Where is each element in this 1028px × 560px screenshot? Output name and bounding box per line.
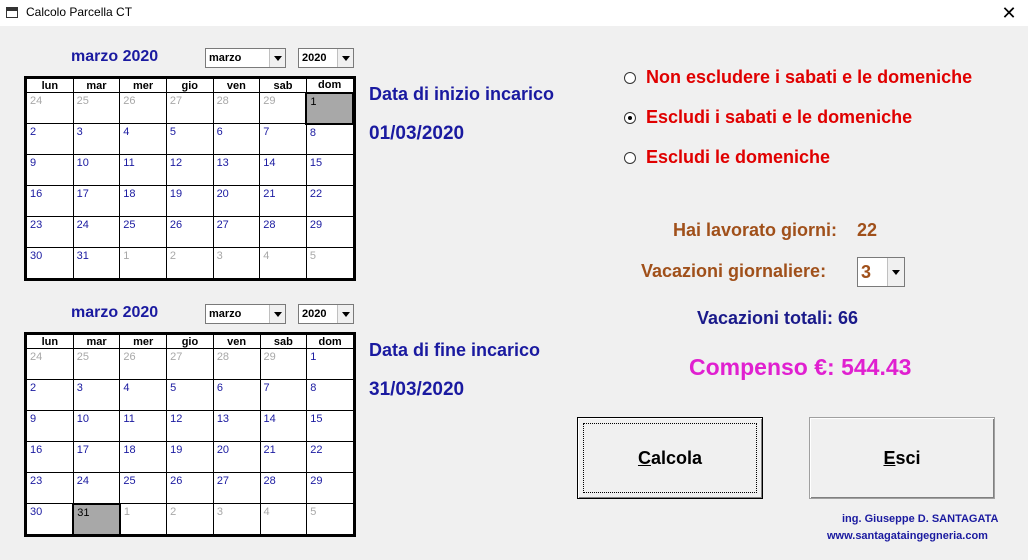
calendar-week-row [27,217,354,248]
calendar-day[interactable]: 12 [166,155,213,186]
calendar-day[interactable]: 27 [166,93,213,124]
calendar-day[interactable]: 3 [213,248,260,279]
focus-rectangle [583,423,757,493]
calendar-week-row [27,380,354,411]
chevron-down-icon[interactable] [337,305,353,323]
calendar-day[interactable]: 16 [27,442,74,473]
calendar-day[interactable]: 10 [73,155,120,186]
esci-label: sci [895,448,921,468]
calendar-day[interactable]: 7 [260,380,307,411]
calendar-day[interactable]: 17 [73,186,120,217]
calendar-week-row [27,155,354,186]
calendar-day[interactable]: 22 [307,442,354,473]
weekday-header: dom [306,79,353,93]
chevron-down-icon[interactable] [337,49,353,67]
calendar-day[interactable]: 24 [73,473,120,504]
calcola-accelerator: C [637,448,651,468]
worked-days-value: 22 [857,220,878,240]
start-year-select-value: 2020 [302,52,327,64]
chevron-down-icon[interactable] [887,258,904,286]
calcola-button[interactable] [577,417,763,499]
calendar-day[interactable]: 28 [213,93,260,124]
daily-vacations-label: Vacazioni giornaliere: [641,261,827,281]
total-vacations: Vacazioni totali: 66 [697,308,859,328]
calendar-day[interactable]: 5 [167,380,214,411]
end-month-select-value: marzo [209,308,242,320]
calendar-day[interactable]: 19 [166,186,213,217]
calendar-day[interactable]: 6 [213,124,260,155]
calendar-day[interactable]: 20 [213,186,260,217]
calendar-day[interactable]: 1 [120,504,167,535]
calendar-day[interactable]: 27 [213,473,260,504]
calendar-day[interactable]: 30 [27,248,74,279]
calendar-day[interactable]: 13 [213,411,260,442]
start-calendar[interactable] [24,76,356,281]
radio-no-exclude-label[interactable]: Non escludere i sabati e le domeniche [646,67,973,87]
calendar-day[interactable]: 25 [120,473,167,504]
calendar-day[interactable]: 20 [213,442,260,473]
calendar-day[interactable]: 27 [167,349,214,380]
calendar-day[interactable]: 28 [260,473,307,504]
end-date-value: 31/03/2020 [369,379,465,400]
calendar-week-row [27,442,354,473]
calendar-day[interactable]: 8 [307,380,354,411]
calendar-day[interactable]: 21 [260,442,307,473]
weekday-header: lun [27,335,74,349]
chevron-down-icon[interactable] [269,49,285,67]
calendar-day[interactable]: 6 [213,380,260,411]
calendar-day[interactable]: 29 [307,473,354,504]
weekday-header: ven [213,335,260,349]
calendar-day[interactable]: 31 [73,504,120,535]
weekday-header: dom [307,335,354,349]
calendar-day[interactable]: 9 [27,155,74,186]
author-credit: ing. Giuseppe D. SANTAGATA [842,513,999,525]
worked-days-label: Hai lavorato giorni: [673,220,838,240]
start-date-value: 01/03/2020 [369,123,465,144]
calendar-day[interactable]: 15 [306,155,353,186]
calendar-week-row [27,93,354,124]
radio-button-icon[interactable] [624,152,636,164]
daily-vacations-select-value: 3 [861,262,872,282]
calendar-day[interactable]: 19 [167,442,214,473]
window-title: Calcolo Parcella CT [26,5,133,19]
radio-button-icon[interactable] [624,72,636,84]
calendar-day[interactable]: 28 [260,217,307,248]
calendar-day[interactable]: 11 [120,411,167,442]
calendar-week-row [27,124,354,155]
calendar-day[interactable]: 5 [166,124,213,155]
calendar-day[interactable]: 26 [120,93,167,124]
calendar-day[interactable]: 5 [307,504,354,535]
daily-vacations-select[interactable] [857,257,905,287]
calendar-day[interactable]: 26 [167,473,214,504]
weekday-header: mar [73,335,120,349]
calendar-day[interactable]: 21 [260,186,307,217]
start-year-select[interactable] [298,48,354,68]
calendar-day[interactable]: 16 [27,186,74,217]
calendar-day[interactable]: 24 [73,217,120,248]
radio-exclude-weekends-label[interactable]: Escludi i sabati e le domeniche [646,107,913,127]
calendar-week-row [27,248,354,279]
esci-button[interactable] [809,417,995,499]
title-bar [0,0,1028,26]
calendar-day[interactable]: 4 [120,380,167,411]
calendar-day[interactable]: 5 [306,248,353,279]
calendar-day[interactable]: 3 [73,124,120,155]
calendar-day[interactable]: 2 [166,248,213,279]
calendar-day[interactable]: 29 [260,349,307,380]
calendar-day[interactable]: 17 [73,442,120,473]
end-month-select[interactable] [205,304,286,324]
calendar-day[interactable]: 25 [73,349,120,380]
start-month-select[interactable] [205,48,286,68]
calendar-day[interactable]: 13 [213,155,260,186]
weekday-header: ven [213,79,260,93]
end-year-select-value: 2020 [302,308,327,320]
esci-accelerator: E [883,448,896,468]
calendar-day[interactable]: 30 [27,504,74,535]
calendar-week-row [27,349,354,380]
calendar-day[interactable]: 2 [27,124,74,155]
calendar-day[interactable]: 18 [120,186,167,217]
calendar-week-row [27,411,354,442]
calendar-day[interactable]: 4 [260,504,307,535]
radio-exclude-sundays-label[interactable]: Escludi le domeniche [646,147,831,167]
calendar-week-row [27,504,354,535]
calendar-day[interactable]: 27 [213,217,260,248]
calendar-day[interactable]: 23 [27,217,74,248]
calendar-day[interactable]: 23 [27,473,74,504]
weekday-header: gio [166,79,213,93]
calendar-day[interactable]: 22 [306,186,353,217]
calendar-day[interactable]: 28 [213,349,260,380]
end-calendar-grid [26,334,354,536]
calendar-day[interactable]: 2 [27,380,74,411]
calendar-week-row [27,186,354,217]
calendar-day[interactable]: 9 [27,411,74,442]
chevron-down-icon[interactable] [269,305,285,323]
calendar-day[interactable]: 1 [120,248,167,279]
weekday-header: mar [73,79,120,93]
calendar-day[interactable]: 1 [307,349,354,380]
calendar-day[interactable]: 26 [120,349,167,380]
start-month-select-value: marzo [209,52,242,64]
website-link[interactable]: www.santagataingegneria.com [827,530,988,542]
calendar-day[interactable]: 31 [73,248,120,279]
end-date-label: Data di fine incarico [369,340,541,360]
weekday-header: gio [167,335,214,349]
calendar-day[interactable]: 4 [260,248,307,279]
calendar-day[interactable]: 29 [260,93,307,124]
close-button[interactable]: ✕ [1001,3,1017,23]
calendar-day[interactable]: 26 [166,217,213,248]
calendar-week-row [27,473,354,504]
calendar-day[interactable]: 1 [306,93,353,124]
calendar-day[interactable]: 7 [260,124,307,155]
calendar-day[interactable]: 24 [27,93,74,124]
calendar-day[interactable]: 24 [27,349,74,380]
calendar-day[interactable]: 18 [120,442,167,473]
app-window-icon [6,7,18,18]
weekday-header: sab [260,335,307,349]
end-month-title: marzo 2020 [71,304,159,321]
calendar-day[interactable]: 8 [306,124,353,155]
weekday-header: mer [120,79,167,93]
calendar-day[interactable]: 11 [120,155,167,186]
calendar-day[interactable]: 3 [73,380,120,411]
weekday-header: sab [260,79,307,93]
start-calendar-grid [26,78,354,279]
calendar-day[interactable]: 3 [213,504,260,535]
start-month-title: marzo 2020 [71,48,159,65]
end-year-select[interactable] [298,304,354,324]
compenso-value: Compenso €: 544.43 [689,354,912,380]
calendar-day[interactable]: 29 [306,217,353,248]
weekday-header: lun [27,79,74,93]
weekday-header: mer [120,335,167,349]
radio-button-icon[interactable] [624,112,636,124]
start-date-label: Data di inizio incarico [369,84,555,104]
calendar-day[interactable]: 4 [120,124,167,155]
calendar-day[interactable]: 25 [120,217,167,248]
end-calendar[interactable] [24,332,356,537]
calendar-day[interactable]: 15 [307,411,354,442]
calendar-day[interactable]: 12 [167,411,214,442]
calendar-day[interactable]: 2 [167,504,214,535]
calendar-day[interactable]: 25 [73,93,120,124]
calcola-label: alcola [650,448,703,468]
calendar-day[interactable]: 10 [73,411,120,442]
calendar-day[interactable]: 14 [260,411,307,442]
calendar-day[interactable]: 14 [260,155,307,186]
